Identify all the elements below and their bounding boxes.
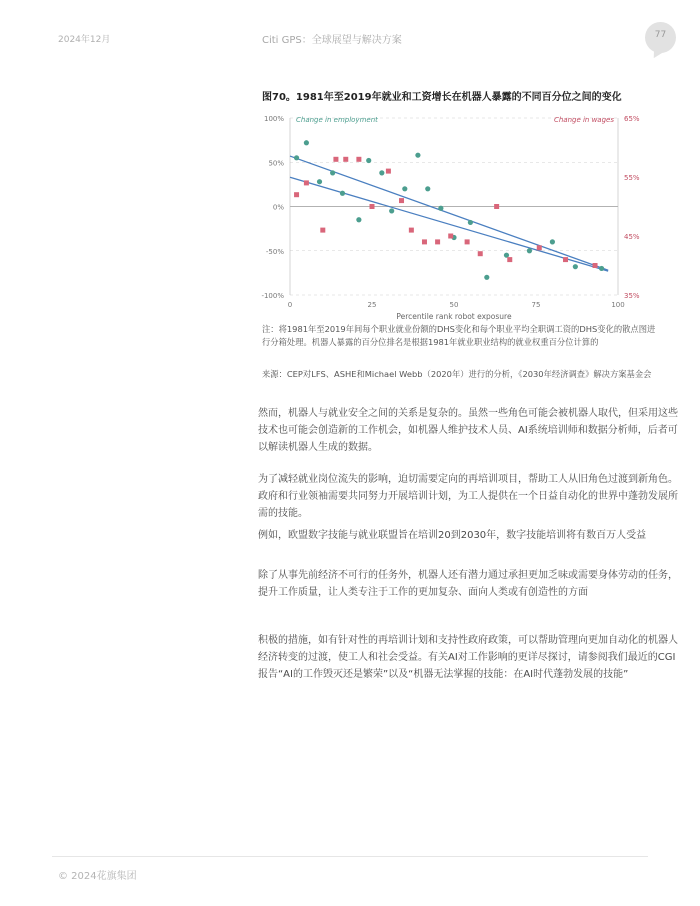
figure-title: 图70。1981年至2019年就业和工资增长在机器人暴露的不同百分位之间的变化 <box>262 92 622 103</box>
employment-point <box>317 179 322 184</box>
employment-point <box>304 140 309 145</box>
employment-point <box>366 158 371 163</box>
employment-point <box>379 170 384 175</box>
right-axis-label: Change in wages <box>553 116 614 124</box>
wage-point <box>356 157 361 162</box>
employment-point <box>468 220 473 225</box>
wage-point <box>399 198 404 203</box>
x-tick-label: 25 <box>367 301 377 309</box>
employment-point <box>330 170 335 175</box>
x-tick-label: 75 <box>531 301 541 309</box>
employment-point <box>438 206 443 211</box>
employment-point <box>340 191 345 196</box>
paragraph-4: 除了从事先前经济不可行的任务外，机器人还有潜力通过承担更加乏味或需要身体劳动的任务，提升工作质量，让人类专注于工作的更加复杂、面向人类或有创造性的方面 <box>258 570 678 598</box>
paragraph-3: 例如，欧盟数字技能与就业联盟旨在培训20到2030年，数字技能培训将有数百万人受益 <box>258 530 647 541</box>
employment-point <box>356 217 361 222</box>
x-axis-label: Percentile rank robot exposure <box>396 312 512 321</box>
right-tick-label: 45% <box>624 233 640 241</box>
wage-point <box>386 169 391 174</box>
wage-point <box>478 251 483 256</box>
footer-copyright: © 2024花旗集团 <box>58 871 137 882</box>
paragraph-5: 积极的措施，如有针对性的再培训计划和支持性政府政策，可以帮助管理向更加自动化的机器人经济转变的过渡，使工人和社会受益。有关AI对工作影响的更详尽探讨，请参阅我们最近的CGI报告“AI的工作毁灭还是繁荣”以及“机器无法掌握的技能：在AI时代蓬勃发展的技能” <box>258 635 678 680</box>
paragraph-2: 为了减轻就业岗位流失的影响，迫切需要定向的再培训项目，帮助工人从旧角色过渡到新角色。政府和行业领袖需要共同努力开展培训计划，为工人提供在一个日益自动化的世界中蓬勃发展所需的技能。 <box>258 474 678 519</box>
wage-point <box>333 157 338 162</box>
wage-point <box>593 263 598 268</box>
wage-point <box>370 204 375 209</box>
employment-point <box>484 275 489 280</box>
x-tick-label: 0 <box>287 301 293 309</box>
wage-point <box>537 245 542 250</box>
left-tick-label: -50% <box>265 247 284 256</box>
employment-point <box>415 153 420 158</box>
figure-source: 来源：CEP对LFS、ASHE和Michael Webb（2020年）进行的分析，《2030年经济调查》解决方案基金会 <box>262 369 652 379</box>
employment-point <box>425 186 430 191</box>
employment-point <box>389 208 394 213</box>
left-tick-label: -100% <box>261 292 284 300</box>
employment-point <box>294 155 299 160</box>
wage-point <box>304 180 309 185</box>
page-number-badge <box>645 22 676 53</box>
wage-point <box>563 257 568 262</box>
employment-point <box>550 239 555 244</box>
employment-point <box>504 253 509 258</box>
footer-divider <box>52 856 648 857</box>
employment-point <box>527 248 532 253</box>
employment-point <box>599 266 604 271</box>
right-tick-label: 65% <box>624 115 640 123</box>
wage-point <box>494 204 499 209</box>
trendline <box>290 177 608 271</box>
wage-point <box>320 228 325 233</box>
left-tick-label: 100% <box>263 115 284 123</box>
header-title: Citi GPS：全球展望与解决方案 <box>262 35 402 46</box>
right-tick-label: 35% <box>624 292 640 300</box>
paragraph-1: 然而，机器人与就业安全之间的关系是复杂的。虽然一些角色可能会被机器人取代，但采用这些技术也可能会创造新的工作机会，如机器人维护技术人员、AI系统培训师和数据分析师，后者可以解读机器人生成的数据。 <box>258 408 678 453</box>
wage-point <box>409 228 414 233</box>
left-tick-label: 0% <box>272 203 284 212</box>
figure-note: 注：将1981年至2019年间每个职业就业份额的DHS变化和每个职业平均全职调工资的DHS变化的散点图进行分箱处理。机器人暴露的百分位排名是根据1981年就业职业结构的就业权重百分位计算的 <box>262 324 656 347</box>
x-tick-label: 100 <box>611 301 625 309</box>
left-axis-label: Change in employment <box>296 116 378 124</box>
wage-point <box>343 157 348 162</box>
wage-point <box>465 239 470 244</box>
wage-point <box>294 192 299 197</box>
employment-point <box>402 186 407 191</box>
page-number: 77 <box>654 30 667 40</box>
wage-point <box>448 234 453 239</box>
wage-point <box>507 257 512 262</box>
left-tick-label: 50% <box>268 159 284 168</box>
wage-point <box>435 239 440 244</box>
wage-point <box>422 239 427 244</box>
employment-point <box>573 264 578 269</box>
header-date: 2024年12月 <box>58 35 111 45</box>
scatter-chart <box>256 106 646 321</box>
right-tick-label: 55% <box>624 174 640 182</box>
trendline <box>290 156 608 270</box>
x-tick-label: 50 <box>449 301 459 309</box>
